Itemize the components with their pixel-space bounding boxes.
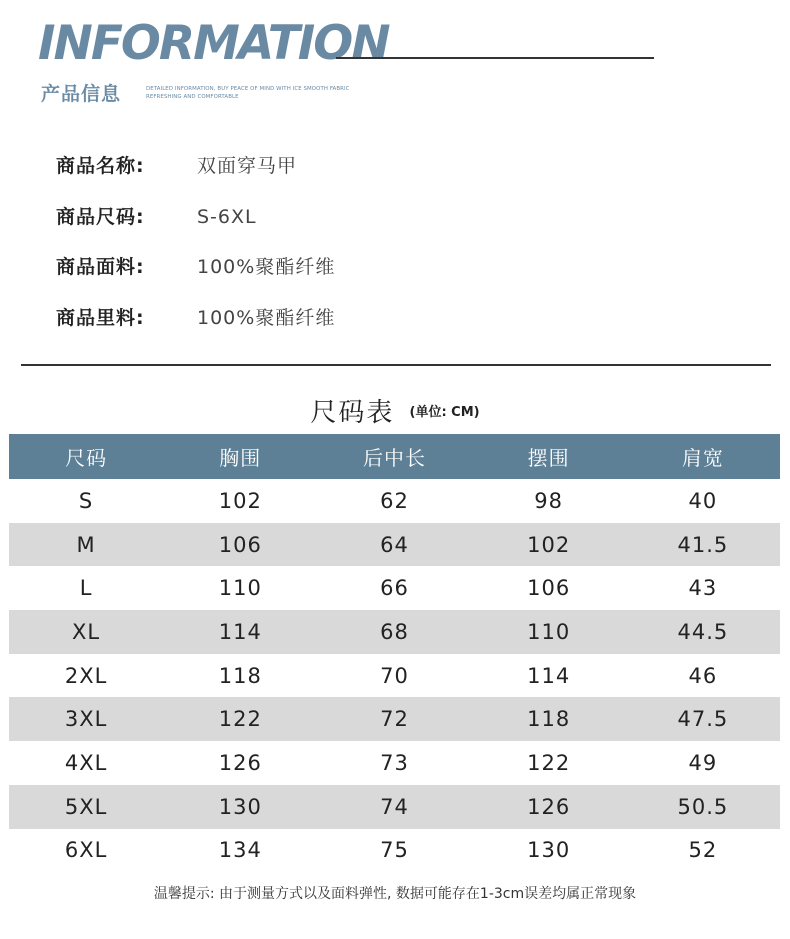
table-cell: 62 — [317, 479, 471, 523]
table-cell: 122 — [163, 697, 317, 741]
tagline — [146, 85, 406, 101]
table-cell: 49 — [626, 741, 780, 785]
table-cell: 110 — [163, 566, 317, 610]
info-value: 100%聚酯纤维 — [197, 256, 336, 278]
info-label: 商品尺码: — [56, 205, 145, 228]
table-cell: 66 — [317, 566, 471, 610]
table-cell: 41.5 — [626, 523, 780, 567]
table-cell: 70 — [317, 654, 471, 698]
table-cell: 126 — [163, 741, 317, 785]
tagline-line-1: DETAILED INFORMATION, BUY PEACE OF MIND WITH ICE SMOOTH FABRIC — [146, 86, 350, 92]
table-cell: 6XL — [9, 829, 163, 873]
table-row — [9, 610, 780, 654]
table-cell: S — [9, 479, 163, 523]
table-cell: 98 — [472, 479, 626, 523]
table-row — [9, 785, 780, 829]
table-cell: 102 — [472, 523, 626, 567]
table-row — [9, 523, 780, 567]
table-cell: 46 — [626, 654, 780, 698]
info-label: 商品面料: — [56, 256, 145, 278]
table-cell: 40 — [626, 479, 780, 523]
column-header: 胸围 — [163, 434, 317, 479]
table-cell: 122 — [472, 741, 626, 785]
table-cell: 72 — [317, 697, 471, 741]
table-cell: 130 — [472, 829, 626, 873]
table-cell: 47.5 — [626, 697, 780, 741]
title-rule — [336, 57, 654, 59]
column-header: 后中长 — [317, 434, 471, 479]
column-header: 摆围 — [472, 434, 626, 479]
table-row — [9, 479, 780, 523]
table-cell: 43 — [626, 566, 780, 610]
table-cell: 68 — [317, 610, 471, 654]
size-chart-title: 尺码表 — [310, 398, 395, 428]
table-cell: 52 — [626, 829, 780, 873]
table-cell: 134 — [163, 829, 317, 873]
table-cell: 73 — [317, 741, 471, 785]
table-cell: XL — [9, 610, 163, 654]
table-cell: 118 — [472, 697, 626, 741]
table-cell: L — [9, 566, 163, 610]
table-cell: M — [9, 523, 163, 567]
info-value: 双面穿马甲 — [197, 155, 298, 177]
table-cell: 102 — [163, 479, 317, 523]
table-cell: 50.5 — [626, 785, 780, 829]
size-chart-unit: (单位: CM) — [409, 405, 480, 420]
table-row — [9, 741, 780, 785]
column-header: 尺码 — [9, 434, 163, 479]
size-chart-heading — [0, 392, 790, 429]
table-cell: 106 — [472, 566, 626, 610]
table-cell: 3XL — [9, 697, 163, 741]
table-cell: 130 — [163, 785, 317, 829]
page-title: INFORMATION — [38, 16, 389, 71]
table-cell: 114 — [163, 610, 317, 654]
table-cell: 64 — [317, 523, 471, 567]
table-cell: 4XL — [9, 741, 163, 785]
table-cell: 110 — [472, 610, 626, 654]
size-chart-table — [9, 434, 780, 872]
info-label: 商品名称: — [56, 155, 145, 177]
table-cell: 2XL — [9, 654, 163, 698]
table-cell: 75 — [317, 829, 471, 873]
table-row — [9, 654, 780, 698]
table-cell: 5XL — [9, 785, 163, 829]
tagline-line-2: REFRESHING AND COMFORTABLE — [146, 94, 239, 100]
section-divider — [21, 364, 771, 366]
table-cell: 106 — [163, 523, 317, 567]
table-cell: 44.5 — [626, 610, 780, 654]
table-row — [9, 566, 780, 610]
table-row — [9, 697, 780, 741]
table-cell: 114 — [472, 654, 626, 698]
table-header-row — [9, 434, 780, 479]
info-label: 商品里料: — [56, 306, 145, 329]
header — [38, 18, 678, 118]
table-cell: 126 — [472, 785, 626, 829]
page-subtitle: 产品信息 — [41, 83, 122, 105]
table-cell: 118 — [163, 654, 317, 698]
measurement-note: 温馨提示: 由于测量方式以及面料弹性, 数据可能存在1-3cm误差均属正常现象 — [153, 886, 637, 902]
info-value: 100%聚酯纤维 — [197, 306, 336, 329]
table-cell: 74 — [317, 785, 471, 829]
column-header: 肩宽 — [626, 434, 780, 479]
table-row — [9, 829, 780, 873]
info-value: S-6XL — [197, 205, 257, 228]
